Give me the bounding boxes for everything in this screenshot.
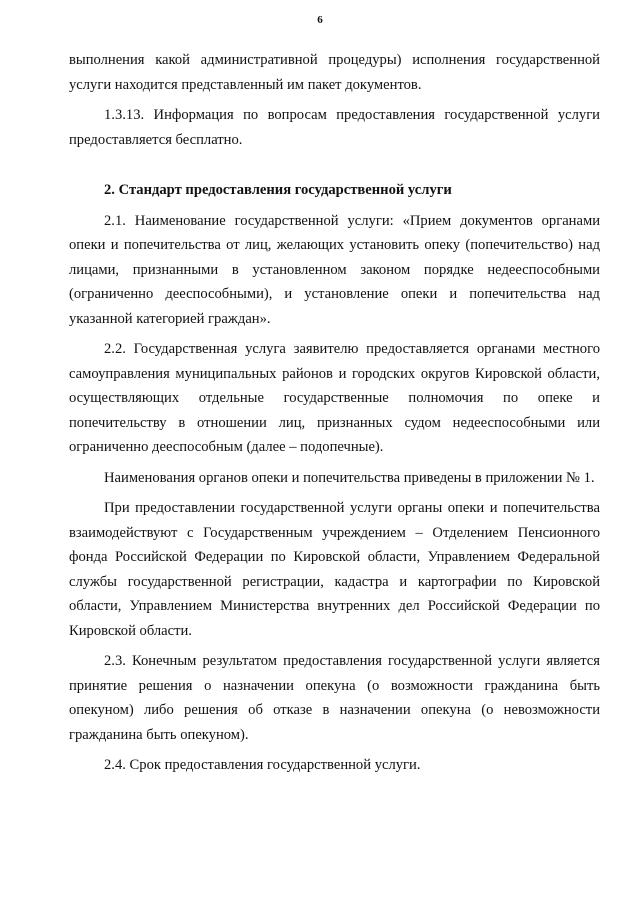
paragraph-2-1: 2.1. Наименование государственной услуги: «Прием документов органами опеки и попечительства от лиц, желающих установить опеку (попечительство) над лицами, признанными в установленном законом порядке недееспособными (ограниченно дееспособными), и установление опеки и попечительства над указанной категорией граждан». [69,212,600,327]
section-heading-2: 2. Стандарт предоставления государственной услуги [104,182,452,198]
paragraph-2-3: 2.3. Конечным результатом предоставления государственной услуги является принятие решения о назначении опекуна (о возможности гражданина быть опекуном) либо решения об отказе в назначении опекуна (о невозможности гражданина быть опекуном). [69,653,600,743]
paragraph-appendix-reference: Наименования органов опеки и попечительства приведены в приложении № 1. [104,469,595,486]
paragraph-interaction: При предоставлении государственной услуги органы опеки и попечительства взаимодействуют с Государственным учреждением – Отделением Пенсионного фонда Российской Федерации по Кировской области, Управлением Федеральной службы государственной регистрации, кадастра и картографии по Кировской области, Управлением Министерства внутренних дел Российской Федерации по Кировской области. [69,500,600,639]
document-body [69,48,600,778]
paragraph-continuation: выполнения какой административной процедуры) исполнения государственной услуги находится представленный им пакет документов. [69,52,600,93]
page-number: 6 [317,14,323,26]
paragraph-2-4: 2.4. Срок предоставления государственной услуги. [104,757,421,773]
paragraph-1-3-13: 1.3.13. Информация по вопросам предоставления государственной услуги предоставляется бесплатно. [69,107,600,148]
paragraph-2-2: 2.2. Государственная услуга заявителю предоставляется органами местного самоуправления муниципальных районов и городских округов Кировской области, осуществляющих отдельные государственные полномочия по опеке и попечительству в отношении лиц, признанных судом недееспособными или ограниченно дееспособным (далее – подопечные). [69,341,600,455]
